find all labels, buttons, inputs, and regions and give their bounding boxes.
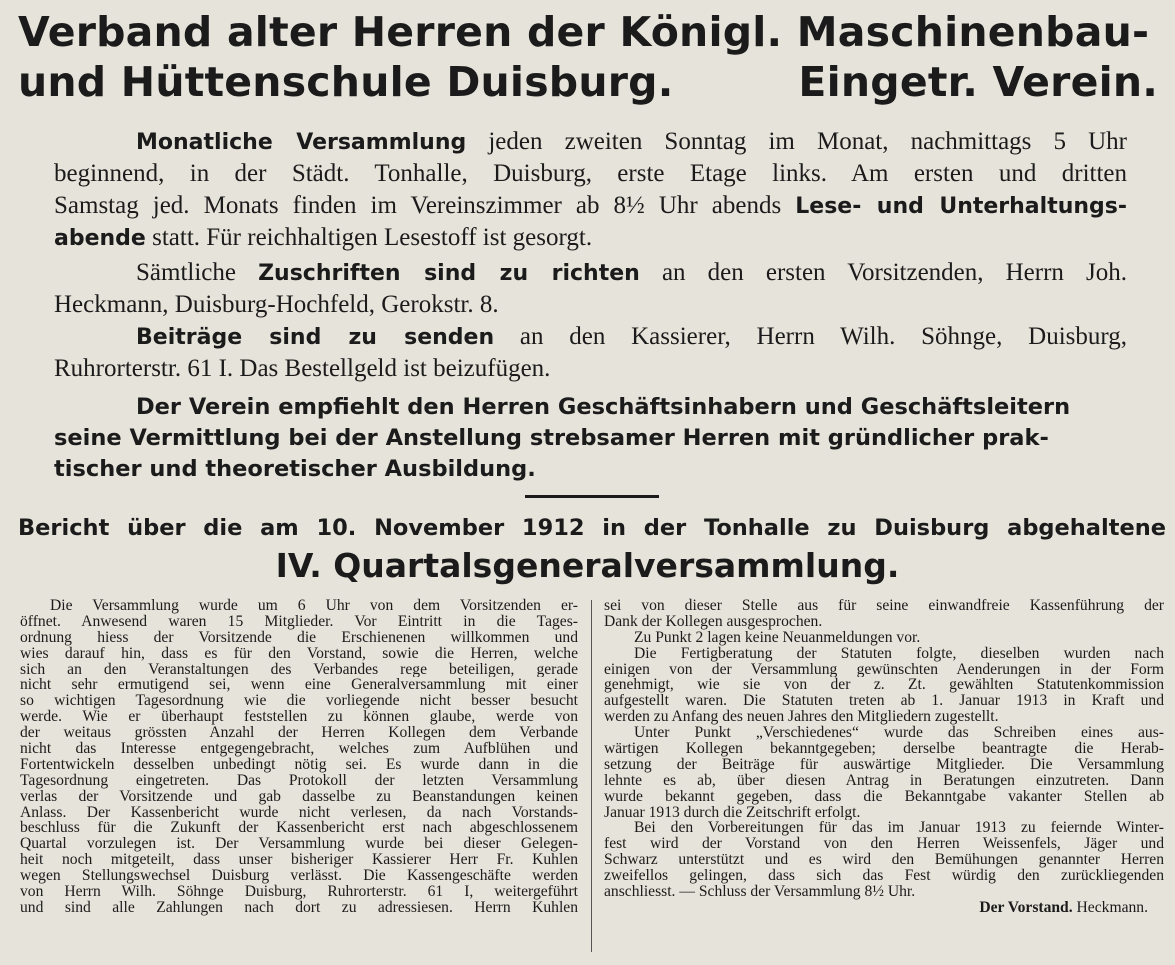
meeting-title: IV. Quartalsgeneralversammlung. [275, 546, 900, 585]
report-line: werde. Wie er überhaupt feststellen zu können glaube, werde von [20, 709, 578, 726]
notice-text: jeden zweiten Sonntag im Monat, nachmittags 5 Uhr [488, 128, 1127, 155]
report-line: von Herrn Wilh. Söhnge Duisburg, Ruhrorterstr. 61 I, weitergeführt [20, 884, 578, 900]
report-line: wies darauf hin, dass es für den Vorstand, sowie die Herren, welche [20, 645, 578, 662]
report-line: anschliesst. — Schluss der Versammlung 8½ Uhr. [604, 884, 916, 900]
report-line: Schwarz unterstützt und es wird den Bemühungen genannter Herren [604, 852, 1164, 869]
report-line: so wichtigen Tagesordnung wie die vorliegende nicht besser besucht [20, 693, 578, 710]
notice-correspondence [54, 257, 1127, 321]
report-line: Bei den Vorbereitungen für das im Januar 1913 zu feiernde Winter- [634, 820, 1164, 837]
report-line: genehmigt, wie sie von der z. Zt. gewählten Statutenkommission [604, 677, 1164, 694]
notice-line: Heckmann, Duisburg-Hochfeld, Gerokstr. 8. [54, 291, 499, 318]
report-heading: Bericht über die am 10. November 1912 in der Tonhalle zu Duisburg abgehaltene [18, 515, 1166, 541]
notice-line [54, 257, 1127, 289]
report-line: ordnung hiess der Vorsitzende die Erschienenen willkommen und [20, 629, 578, 646]
report-line: Die Versammlung wurde um 6 Uhr von dem Vorsitzenden er- [50, 598, 578, 614]
column-rule [591, 600, 592, 952]
report-line: wurde bekannt gegeben, dass die Bekanntgabe vakanter Stellen ab [604, 788, 1164, 805]
report-line: Die Fertigberatung der Statuten folgte, dieselben wurden nach [634, 645, 1164, 662]
report-left-column [20, 598, 578, 916]
notice-contributions [54, 321, 1127, 385]
bold-heading: Monatliche Versammlung [136, 130, 467, 155]
report-line: lehnte es ab, über diesen Antrag in Beratungen einzutreten. Dann [604, 772, 1164, 789]
report-line: wegen Stellungswechsel Duisburg verlässt. Die Kassengeschäfte werden [20, 868, 578, 885]
report-line: nicht das Interesse entgegengebracht, welches zum Aufblühen und [20, 741, 578, 757]
report-line: Januar 1913 durch die Zeitschrift erfolgt. [604, 804, 861, 821]
bold-heading: abende [54, 226, 146, 251]
report-line: Anlass. Der Kassenbericht wurde nicht verlesen, da nach Vorstands- [20, 804, 578, 821]
report-line: Fortentwickeln desselben unbedingt nötig sei. Es wurde dann in die [20, 756, 578, 773]
recommendation-line: seine Vermittlung bei der Anstellung strebsamer Herren mit gründlicher prak- [54, 425, 1049, 451]
notice-recommendation [54, 392, 1127, 485]
recommendation-line: Der Verein empfiehlt den Herren Geschäftsinhabern und Geschäftsleitern [136, 394, 1071, 420]
signature [604, 900, 1164, 916]
report-line: verlas der Vorsitzende und gab dasselbe zu Beanstandungen keinen [20, 788, 578, 805]
notice-line [54, 190, 1127, 222]
report-line: Tagesordnung eingetreten. Das Protokoll der letzten Versammlung [20, 772, 578, 789]
report-line: beschluss für die Zukunft der Kassenbericht erst nach abgeschlossenem [20, 820, 578, 837]
report-line: heit noch mitgeteilt, dass unser bisheriger Kassierer Herr Fr. Kuhlen [20, 852, 578, 869]
association-title-registered: Eingetr. Verein. [798, 58, 1158, 106]
notice-text: Sämtliche [136, 259, 236, 286]
report-line: zweifellos gelingen, dass sich das Fest würdig den zurückliegenden [604, 868, 1164, 885]
association-title-name: und Hüttenschule Duisburg. [18, 58, 674, 106]
report-line: werden zu Anfang des neuen Jahres den Mitgliedern zugestellt. [604, 709, 999, 726]
bold-heading: Zuschriften sind zu richten [258, 261, 640, 286]
report-line: aufgestellt waren. Die Statuten treten ab 1. Januar 1913 in Kraft und [604, 693, 1164, 710]
notice-line [54, 222, 1127, 254]
report-line: Quartal vorzulegen ist. Der Versammlung wurde bei dieser Gelegen- [20, 836, 578, 853]
report-line: sich an den Veranstaltungen des Verbandes rege beteiligen, gerade [20, 661, 578, 678]
report-line: fest wird der Vorstand von den Herren Weissenfels, Jäger und [604, 836, 1164, 853]
report-line: einigen von der Versammlung gewünschten Aenderungen in der Form [604, 661, 1164, 678]
signature-board: Der Vorstand. [979, 899, 1073, 916]
report-line: nicht sehr ermutigend sei, wenn eine Generalversammlung mit einer [20, 677, 578, 694]
notice-line [54, 321, 1127, 353]
section-divider [525, 495, 659, 498]
notice-text: an den ersten Vorsitzenden, Herrn Joh. [661, 259, 1127, 286]
notice-line: beginnend, in der Städt. Tonhalle, Duisburg, erste Etage links. Am ersten und dritten [54, 160, 1127, 187]
report-line: wärtigen Kollegen bekanntgegeben; derselbe beantragte die Herab- [604, 741, 1164, 757]
report-line: sei von dieser Stelle aus für seine einwandfreie Kassenführung der [604, 598, 1164, 614]
report-line: Zu Punkt 2 lagen keine Neuanmeldungen vor. [634, 629, 921, 646]
notice-text: an den Kassierer, Herrn Wilh. Söhnge, Duisburg, [519, 323, 1127, 350]
notice-line: Ruhrorterstr. 61 I. Das Bestellgeld ist beizufügen. [54, 355, 551, 382]
report-line: und sind alle Zahlungen nach dort zu adressiesen. Herrn Kuhlen [20, 899, 578, 916]
association-title-line-1: Verband alter Herren der Königl. Maschinenbau- [18, 8, 1150, 56]
notice-text: Samstag jed. Monats finden im Vereinszimmer ab 8½ Uhr abends [54, 192, 782, 219]
report-line: der weitaus grössten Anzahl der Herren Kollegen dem Verbande [20, 725, 578, 742]
report-right-column [604, 598, 1164, 916]
signature-name: Heckmann. [1076, 899, 1148, 916]
report-line: öffnet. Anwesend waren 15 Mitglieder. Vor Eintritt in die Tages- [20, 613, 578, 630]
report-line: Unter Punkt „Verschiedenes“ wurde das Schreiben eines aus- [634, 725, 1164, 742]
bold-heading: Beiträge sind zu senden [136, 325, 495, 350]
notice-line [54, 126, 1127, 158]
bold-heading: Lese- und Unterhaltungs- [795, 194, 1128, 219]
report-line: Dank der Kollegen ausgesprochen. [604, 613, 823, 630]
report-line: setzung der Beiträge für auswärtige Mitglieder. Die Versammlung [604, 756, 1164, 773]
notice-monthly-meeting [54, 126, 1127, 254]
notice-text: statt. Für reichhaltigen Lesestoff ist gesorgt. [152, 224, 593, 251]
association-title-line-2 [18, 58, 1158, 106]
recommendation-line: tischer und theoretischer Ausbildung. [54, 456, 536, 482]
